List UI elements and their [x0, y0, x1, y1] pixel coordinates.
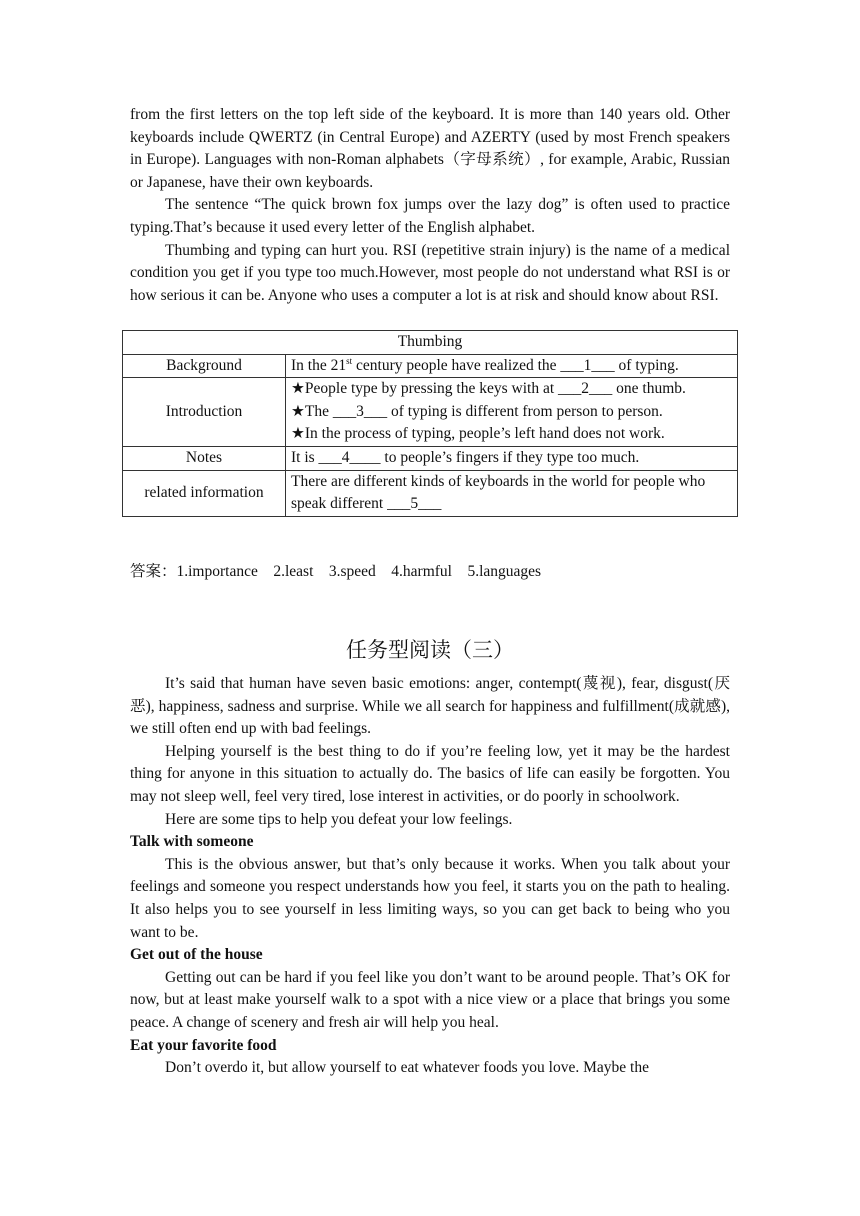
paragraph: Helping yourself is the best thing to do if you’re feeling low, yet it may be the hardest thing for anyone in this situation to actually do. The basics of life can easily be forgotten. You may not sleep well, feel very tired, lose interest in activities, or do poorly in schoolwork. — [130, 742, 730, 805]
superscript: st — [346, 355, 353, 366]
intro-line: ★The ___3___ of typing is different from person to person. — [291, 402, 663, 420]
task-table — [122, 330, 738, 517]
article — [130, 673, 730, 1080]
paragraph: The sentence “The quick brown fox jumps over the lazy dog” is often used to practice typing.That’s because it used every letter of the English alphabet. — [130, 196, 730, 236]
table-row — [123, 446, 738, 470]
row-value-background — [286, 354, 738, 378]
paragraph: It’s said that human have seven basic emotions: anger, contempt(蔑视), fear, disgust(厌恶), happiness, sadness and surprise. While we all search for happiness and fulfillment(成就感), we still often end up with bad feelings. — [130, 675, 730, 738]
row-label-background: Background — [123, 354, 286, 378]
intro-line: ★People type by pressing the keys with at ___2___ one thumb. — [291, 380, 686, 398]
background-text-rest: century people have realized the ___1___ of typing. — [352, 356, 679, 374]
section-heading: Talk with someone — [130, 833, 254, 851]
table-row — [123, 378, 738, 447]
section-heading: Get out of the house — [130, 946, 263, 964]
row-label-related: related information — [123, 470, 286, 516]
table-title-row — [123, 331, 738, 355]
paragraph: Thumbing and typing can hurt you. RSI (repetitive strain injury) is the name of a medical condition you get if you type too much.However, most people do not understand what RSI is or how serious it can be. Anyone who uses a computer a lot is at risk and should know about RSI. — [130, 241, 730, 304]
background-text: In the 21 — [291, 356, 347, 374]
row-label-notes: Notes — [123, 446, 286, 470]
intro-line: ★In the process of typing, people’s left hand does not work. — [291, 425, 665, 443]
paragraph: Don’t overdo it, but allow yourself to eat whatever foods you love. Maybe the — [165, 1059, 649, 1077]
paragraph: from the first letters on the top left side of the keyboard. It is more than 140 years old. Other keyboards include QWERTZ (in Central Europe) and AZERTY (used by most French speakers in Europe). Languages with non-Roman alphabets（字母系统）, for example, Arabic, Russian or Japanese, have their own keyboards. — [130, 106, 730, 191]
paragraph: Getting out can be hard if you feel like you don’t want to be around people. That’s OK for now, but at least make yourself walk to a spot with a nice view or a place that brings you some peace. A change of scenery and fresh air will help you heal. — [130, 968, 730, 1031]
table-row — [123, 354, 738, 378]
section-title: 任务型阅读（三） — [346, 638, 514, 662]
answer-key: 答案：1.importance 2.least 3.speed 4.harmful 5.languages — [130, 563, 542, 580]
row-value-notes: It is ___4____ to people’s fingers if they type too much. — [286, 446, 738, 470]
row-label-introduction: Introduction — [123, 378, 286, 447]
table-title: Thumbing — [123, 331, 738, 355]
row-value-introduction — [286, 378, 738, 447]
top-text — [130, 104, 730, 307]
paragraph: Here are some tips to help you defeat your low feelings. — [165, 810, 513, 828]
section-heading: Eat your favorite food — [130, 1036, 277, 1054]
table-row — [123, 470, 738, 516]
paragraph: This is the obvious answer, but that’s only because it works. When you talk about your feelings and someone you respect understands how you feel, it starts you on the path to healing. It also helps you to see yourself in less limiting ways, so you can get back to being who you want to be. — [130, 855, 730, 941]
row-value-related: There are different kinds of keyboards in the world for people who speak different ___5___ — [286, 470, 738, 516]
